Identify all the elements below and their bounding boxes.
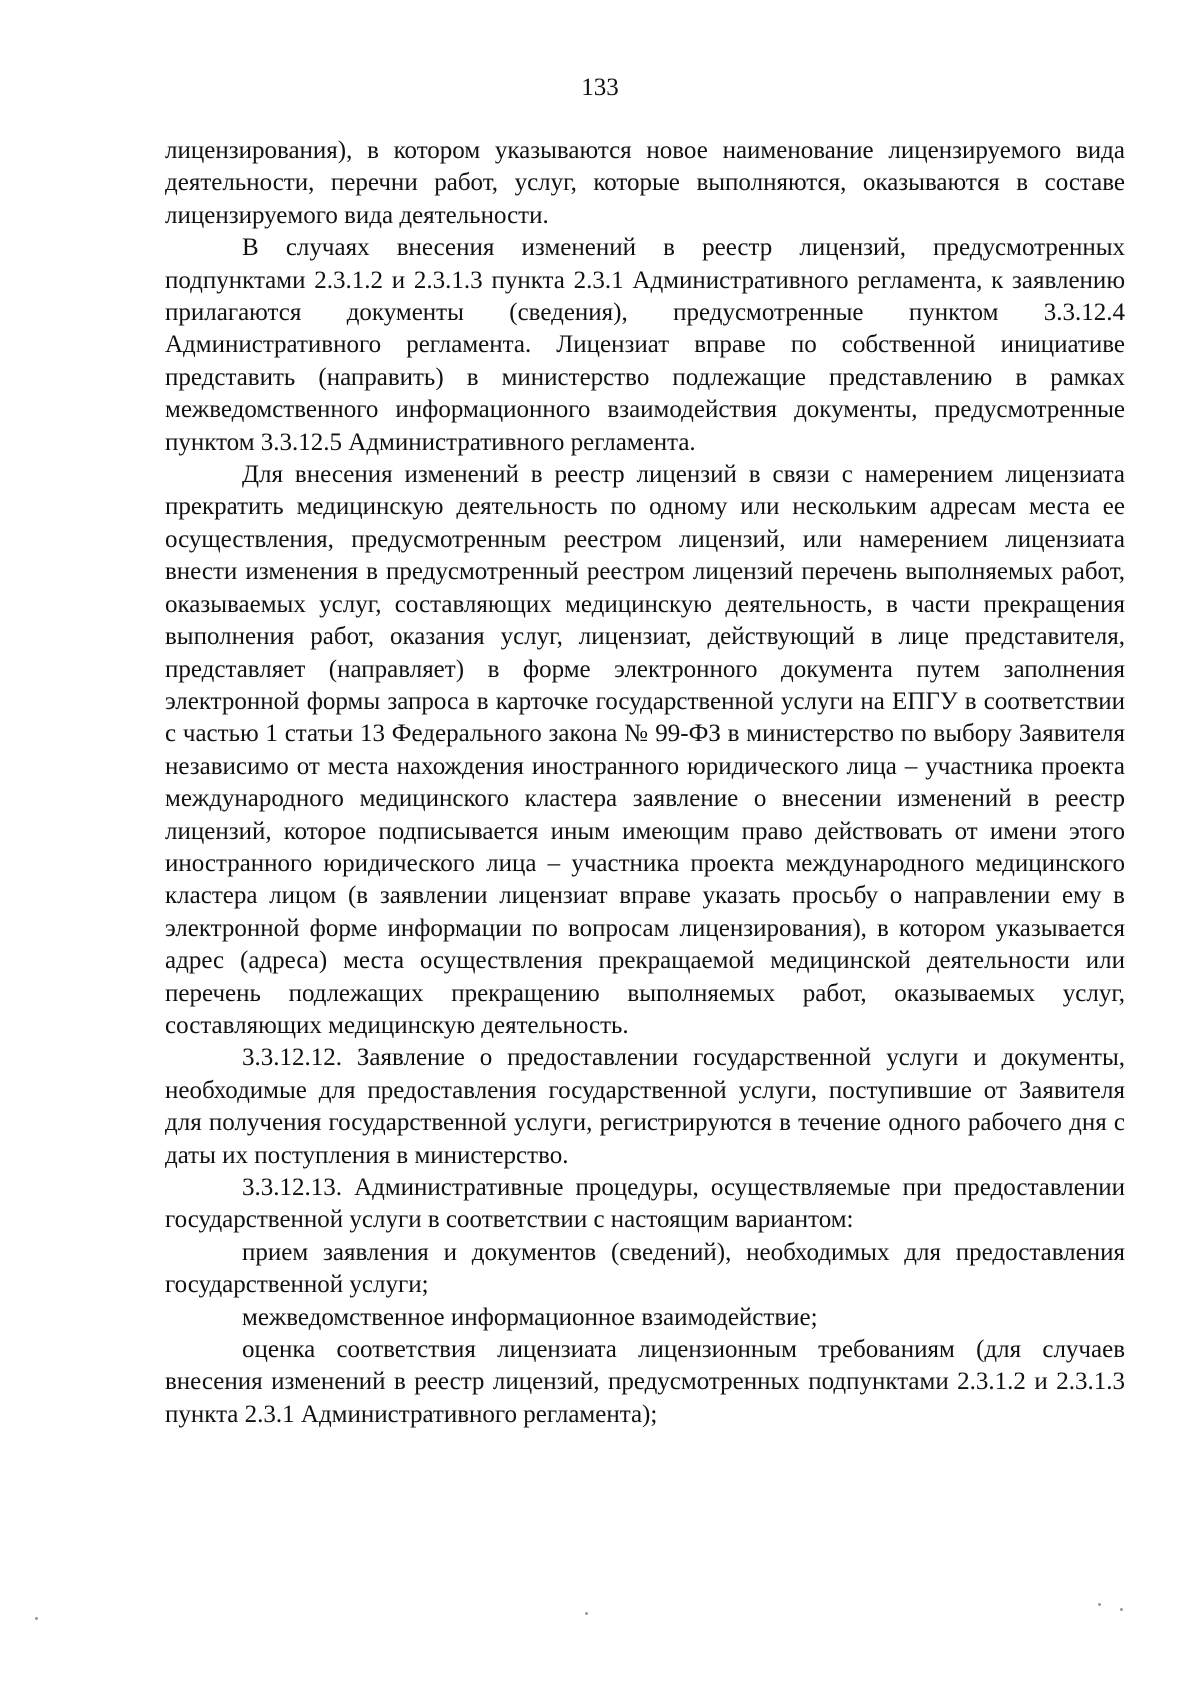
page-number: 133 bbox=[581, 74, 619, 101]
list-item-interagency-interaction: межведомственное информационное взаимодействие; bbox=[242, 1303, 818, 1331]
paragraph-3-3-12-13: 3.3.12.13. Административные процедуры, осуществляемые при предоставлении государственной услуги в соответствии с настоящим вариантом: bbox=[165, 1174, 1125, 1234]
scan-speck bbox=[1120, 1608, 1123, 1611]
scan-speck bbox=[1098, 1603, 1101, 1606]
list-item-application-intake: прием заявления и документов (сведений), необходимых для предоставления государственной услуги; bbox=[165, 1238, 1125, 1299]
scan-speck bbox=[35, 1617, 38, 1620]
paragraph-continuation: лицензирования), в котором указываются новое наименование лицензируемого вида деятельности, перечни работ, услуг, которые выполняются, оказываются в составе лицензируемого вида деятельности. bbox=[165, 137, 1125, 229]
list-item-compliance-assessment: оценка соответствия лицензиата лицензионным требованиям (для случаев внесения изменений в реестр лицензий, предусмотренных подпунктами 2.3.1.2 и 2.3.1.3 пункта 2.3.1 Административного регламента); bbox=[165, 1336, 1125, 1428]
document-body bbox=[165, 135, 1125, 1431]
paragraph-3-3-12-12: 3.3.12.12. Заявление о предоставлении государственной услуги и документы, необходимые для предоставления государственной услуги, поступившие от Заявителя для получения государственной услуги, регистрируются в течение одного рабочего дня с даты их поступления в министерство. bbox=[165, 1044, 1125, 1169]
scan-speck bbox=[585, 1612, 588, 1615]
paragraph-registry-changes: В случаях внесения изменений в реестр лицензий, предусмотренных подпунктами 2.3.1.2 и 2.3.1.3 пункта 2.3.1 Административного регламента, к заявлению прилагаются документы (сведения), предусмотренные пунктом 3.3.12.4 Административного регламента. Лицензиат вправе по собственной инициативе представить (направить) в министерство подлежащие представлению в рамках межведомственного информационного взаимодействия документы, предусмотренные пунктом 3.3.12.5 Административного регламента. bbox=[165, 234, 1125, 456]
paragraph-termination-request: Для внесения изменений в реестр лицензий в связи с намерением лицензиата прекратить медицинскую деятельность по одному или нескольким адресам места ее осуществления, предусмотренным реестром лицензий, или намерением лицензиата внести изменения в предусмотренный реестром лицензий перечень выполняемых работ, оказываемых услуг, составляющих медицинскую деятельность, в части прекращения выполнения работ, оказания услуг, лицензиат, действующий в лице представителя, представляет (направляет) в форме электронного документа путем заполнения электронной формы запроса в карточке государственной услуги на ЕПГУ в соответствии с частью 1 статьи 13 Федерального закона № 99-ФЗ в министерство по выбору Заявителя независимо от места нахождения иностранного юридического лица – участника проекта международного медицинского кластера заявление о внесении изменений в реестр лицензий, которое подписывается иным имеющим право действовать от имени этого иностранного юридического лица – участника проекта международного медицинского кластера лицом (в заявлении лицензиат вправе указать просьбу о направлении ему в электронной форме информации по вопросам лицензирования), в котором указывается адрес (адреса) места осуществления прекращаемой медицинской деятельности или перечень подлежащих прекращению выполняемых работ, оказываемых услуг, составляющих медицинскую деятельность. bbox=[165, 461, 1125, 1039]
